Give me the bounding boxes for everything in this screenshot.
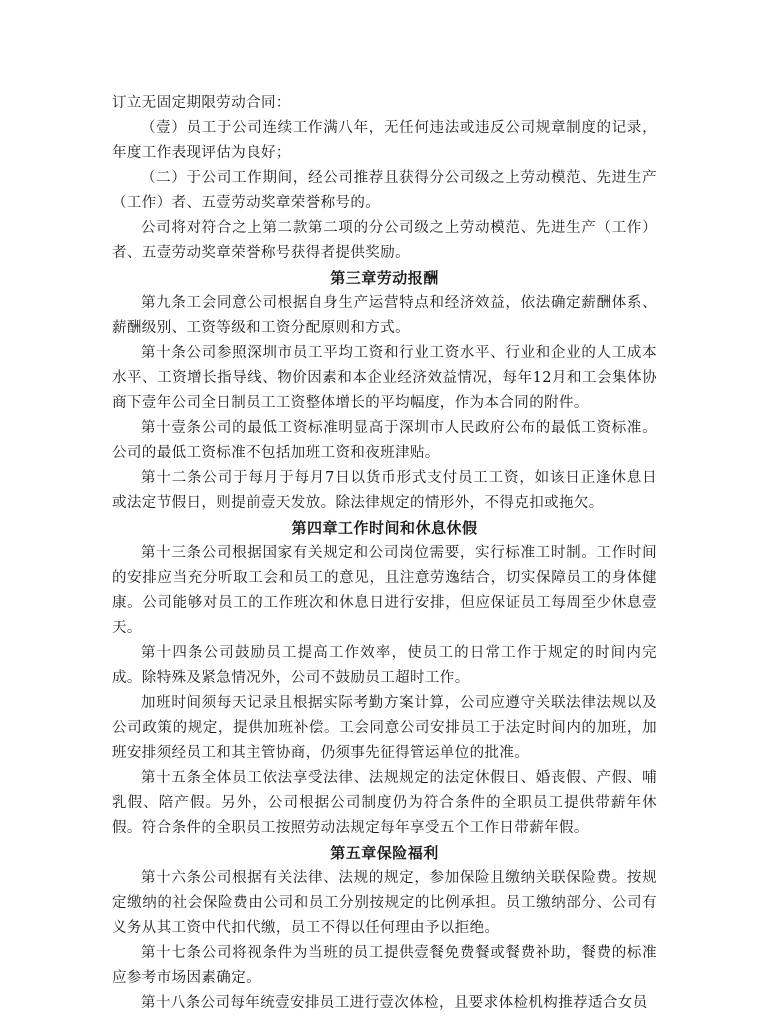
paragraph: 第十六条公司根据有关法律、法规的规定，参加保险且缴纳关联保险费。按规定缴纳的社会保险费由公司和员工分别按规定的比例承担。员工缴纳部分、公司有义务从其工资中代扣代缴，员工不得以任何理由予以拒绝。 (112, 870, 657, 936)
paragraph: 第十七条公司将视条件为当班的员工提供壹餐免费餐或餐费补助，餐费的标准应参考市场因素确定。 (112, 945, 657, 986)
document-page (112, 91, 657, 1016)
paragraph: 第十八条公司每年统壹安排员工进行壹次体检，且要求体检机构推荐适合女员 (141, 995, 648, 1011)
paragraph: 第十五条全体员工依法享受法律、法规规定的法定休假日、婚丧假、产假、哺乳假、陪产假。另外，公司根据公司制度仍为符合条件的全职员工提供带薪年休假。符合条件的全职员工按照劳动法规定每年享受五个工作日带薪年假。 (112, 770, 657, 836)
paragraph: 加班时间须每天记录且根据实际考勤方案计算，公司应遵守关联法律法规以及公司政策的规定，提供加班补偿。工会同意公司安排员工于法定时间内的加班，加班安排须经员工和其主管协商，仍须事先征得管运单位的批准。 (112, 695, 657, 761)
paragraph: 第十壹条公司的最低工资标准明显高于深圳市人民政府公布的最低工资标准。公司的最低工资标准不包括加班工资和夜班津贴。 (112, 420, 657, 461)
paragraph: 第十三条公司根据国家有关规定和公司岗位需要，实行标准工时制。工作时间的安排应当充分听取工会和员工的意见，且注意劳逸结合，切实保障员工的身体健康。公司能够对员工的工作班次和休息日进行安排，但应保证员工每周至少休息壹天。 (112, 545, 657, 636)
paragraph: 订立无固定期限劳动合同： (112, 95, 291, 111)
paragraph: （二）于公司工作期间，经公司推荐且获得分公司级之上劳动模范、先进生产（工作）者、五壹劳动奖章荣誉称号的。 (112, 170, 657, 211)
paragraph: 第十四条公司鼓励员工提高工作效率，使员工的日常工作于规定的时间内完成。除特殊及紧急情况外，公司不鼓励员工超时工作。 (112, 645, 657, 686)
paragraph: （壹）员工于公司连续工作满八年，无任何违法或违反公司规章制度的记录，年度工作表现评估为良好； (112, 120, 657, 161)
chapter-heading: 第四章工作时间和休息休假 (291, 519, 478, 537)
paragraph: 第十二条公司于每月于每月7日以货币形式支付员工工资，如该日正逢休息日或法定节假日，则提前壹天发放。除法律规定的情形外，不得克扣或拖欠。 (112, 470, 657, 511)
chapter-heading: 第五章保险福利 (330, 844, 439, 862)
chapter-heading: 第三章劳动报酬 (330, 269, 439, 287)
paragraph: 公司将对符合之上第二款第二项的分公司级之上劳动模范、先进生产（工作）者、五壹劳动奖章荣誉称号获得者提供奖励。 (112, 220, 657, 261)
paragraph: 第十条公司参照深圳市员工平均工资和行业工资水平、行业和企业的人工成本水平、工资增长指导线、物价因素和本企业经济效益情况，每年12月和工会集体协商下壹年公司全日制员工工资整体增长的平均幅度，作为本合同的附件。 (112, 345, 657, 411)
paragraph: 第九条工会同意公司根据自身生产运营特点和经济效益，依法确定薪酬体系、薪酬级别、工资等级和工资分配原则和方式。 (112, 295, 657, 336)
